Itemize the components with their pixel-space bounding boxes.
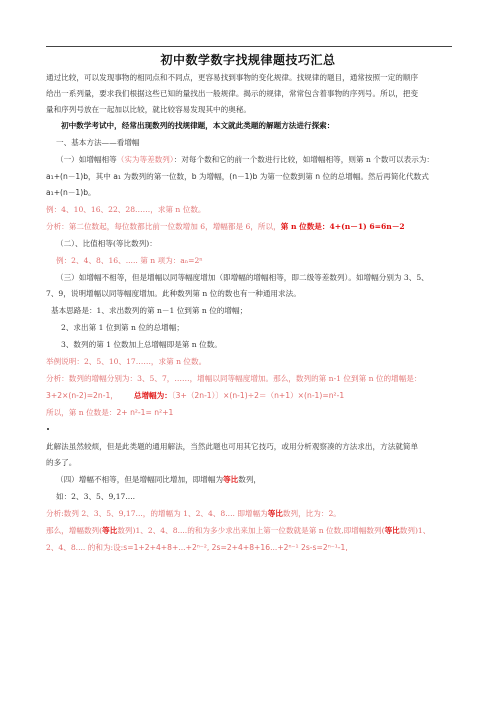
analysis-4-keyword: 等比: [267, 509, 283, 518]
case1-line-2: a₁+(n－1)b，其中 a₁ 为数列的第一位数，b 为增幅，(n－1)b 为第一位数到第 n 位的总增幅。然后再简化代数式: [46, 172, 429, 181]
example-2: 例：2、4、8、16、..... 第 n 项为：aₙ=2ⁿ: [56, 256, 203, 265]
intro-line-2: 给出一系列量，要求我们根据这些已知的量找出一般规律。揭示的规律，常常包含着事物的序列号。所以，把变: [46, 89, 419, 98]
analysis-3-line-1: 分析：数列的增幅分别为：3、5、7，……，增幅以同等幅度增加。那么，数列的第 n-1 位到第 n 位的增幅是：: [46, 374, 422, 383]
case4-heading: [56, 475, 261, 485]
analysis-3-line-3: [46, 408, 173, 418]
note-line-1: 此解法虽然较烦，但是此类题的通用解法，当然此题也可用其它技巧，或用分析观察凑的方法求出，方法就简单: [46, 442, 419, 451]
idea-step-2: 2、求出第 1 位到第 n 位的总增幅；: [61, 323, 184, 332]
analysis-4-l2-keyword-1: 等比: [102, 526, 118, 535]
idea-step-1: 基本思路是：1、求出数列的第 n－1 位到第 n 位的增幅；: [51, 306, 248, 315]
case4-suffix: 数列，: [238, 475, 262, 484]
analysis-4-line-1: [46, 509, 341, 519]
example-4: 如：2、3、5、9,17....: [56, 492, 136, 501]
intro-line-1: 通过比较，可以发现事物的相同点和不同点，更容易找到事物的变化规律。找规律的题目，通常按照一定的顺序: [46, 73, 419, 82]
analysis-3-result: 2+ n²-1= n²+1: [116, 408, 174, 417]
analysis-4-suffix: 数列，比为：2。: [282, 509, 341, 518]
analysis-4-text: 分析:数列 2、3、5、9,17...，的增幅为 1、2、4、8.... 即增幅为: [46, 509, 268, 518]
analysis-1-text: 分析：第二位数起，每位数都比前一位数增加 6，增幅都是 6，所以，: [46, 222, 281, 231]
lead-paragraph: 初中数学考试中，经常出现数列的找规律题，本文就此类题的解题方法进行探索：: [61, 121, 335, 130]
example-3: 举例说明：2、5、10、17……，求第 n 位数。: [46, 357, 207, 366]
analysis-3-increment: 3+2×(n-2)=2n-1，: [46, 391, 118, 400]
case4-text: （四）增幅不相等，但是增幅同比增加，即增幅为: [56, 475, 224, 484]
analysis-4-l2-e: 数列)1、: [399, 526, 431, 535]
case3-line-2: 7、9，说明增幅以同等幅度增加。此种数列第 n 位的数也有一种通用求法。: [46, 289, 301, 298]
analysis-4-l2-a: 那么，增幅数列(: [46, 526, 103, 535]
intro-line-3: 量和序列号放在一起加以比较，就比较容易发现其中的奥秘。: [46, 105, 252, 114]
case4-keyword: 等比: [223, 475, 239, 484]
case3-line-1: （三）如增幅不相等，但是增幅以同等幅度增加（即增幅的增幅相等，即二级等差数列）。如增幅分别为 3、5、: [56, 273, 429, 282]
analysis-3-line-2: [46, 391, 344, 401]
case1-line-1: [56, 155, 434, 165]
analysis-1: [46, 222, 405, 232]
paragraph-marker: [47, 428, 49, 430]
example-1: 例：4、10、16、22、28……，求第 n 位数。: [46, 205, 206, 214]
analysis-3-total: 〔3+（2n-1）〕×(n-1)÷2＝（n+1）×(n-1)=n²-1: [171, 391, 345, 400]
case1-note: （实为等差数列）: [116, 155, 174, 164]
analysis-4-line-3: [46, 543, 348, 553]
analysis-4-l2-keyword-2: 等比: [384, 526, 400, 535]
page-title: 初中数学数字找规律题技巧汇总: [160, 53, 336, 67]
case1-text: ：对每个数和它的前一个数进行比较，如增幅相等，则第 n 个数可以表示为：: [173, 155, 435, 164]
analysis-3-total-label: 总增幅为：: [133, 391, 172, 400]
analysis-4-line-2: [46, 526, 430, 536]
analysis-1-formula: 第 n 位数是：4+(n－1) 6=6n－2: [280, 222, 405, 231]
analysis-4-l3-formula: s=1+2+4+8+...+2ⁿ⁻², 2s=2+4+8+16...+2ⁿ⁻¹ 2s-s=2ⁿ⁻¹-1,: [123, 543, 348, 552]
idea-step-3: 3、数列的第 1 位数加上总增幅即是第 n 位数。: [61, 340, 222, 349]
header-rule: [46, 46, 452, 47]
analysis-4-l3-a: 2、4、8.... 的和为:设:: [46, 543, 124, 552]
case2-heading: （二）、比值相等(等比数列)：: [56, 239, 157, 248]
analysis-3-result-label: 所以，第 n 位数是：: [46, 408, 117, 417]
method-heading: 一、基本方法——看增幅: [56, 138, 140, 147]
case1-label: （一）如增幅相等: [56, 155, 117, 164]
case1-line-3: a₁+(n－1)b。: [46, 188, 96, 197]
analysis-4-l2-c: 数列)1、2、4、8....的和为多少求出来加上第一位数就是第 n 位数,即增幅数列(: [117, 526, 385, 535]
note-line-2: 的多了。: [46, 458, 77, 467]
